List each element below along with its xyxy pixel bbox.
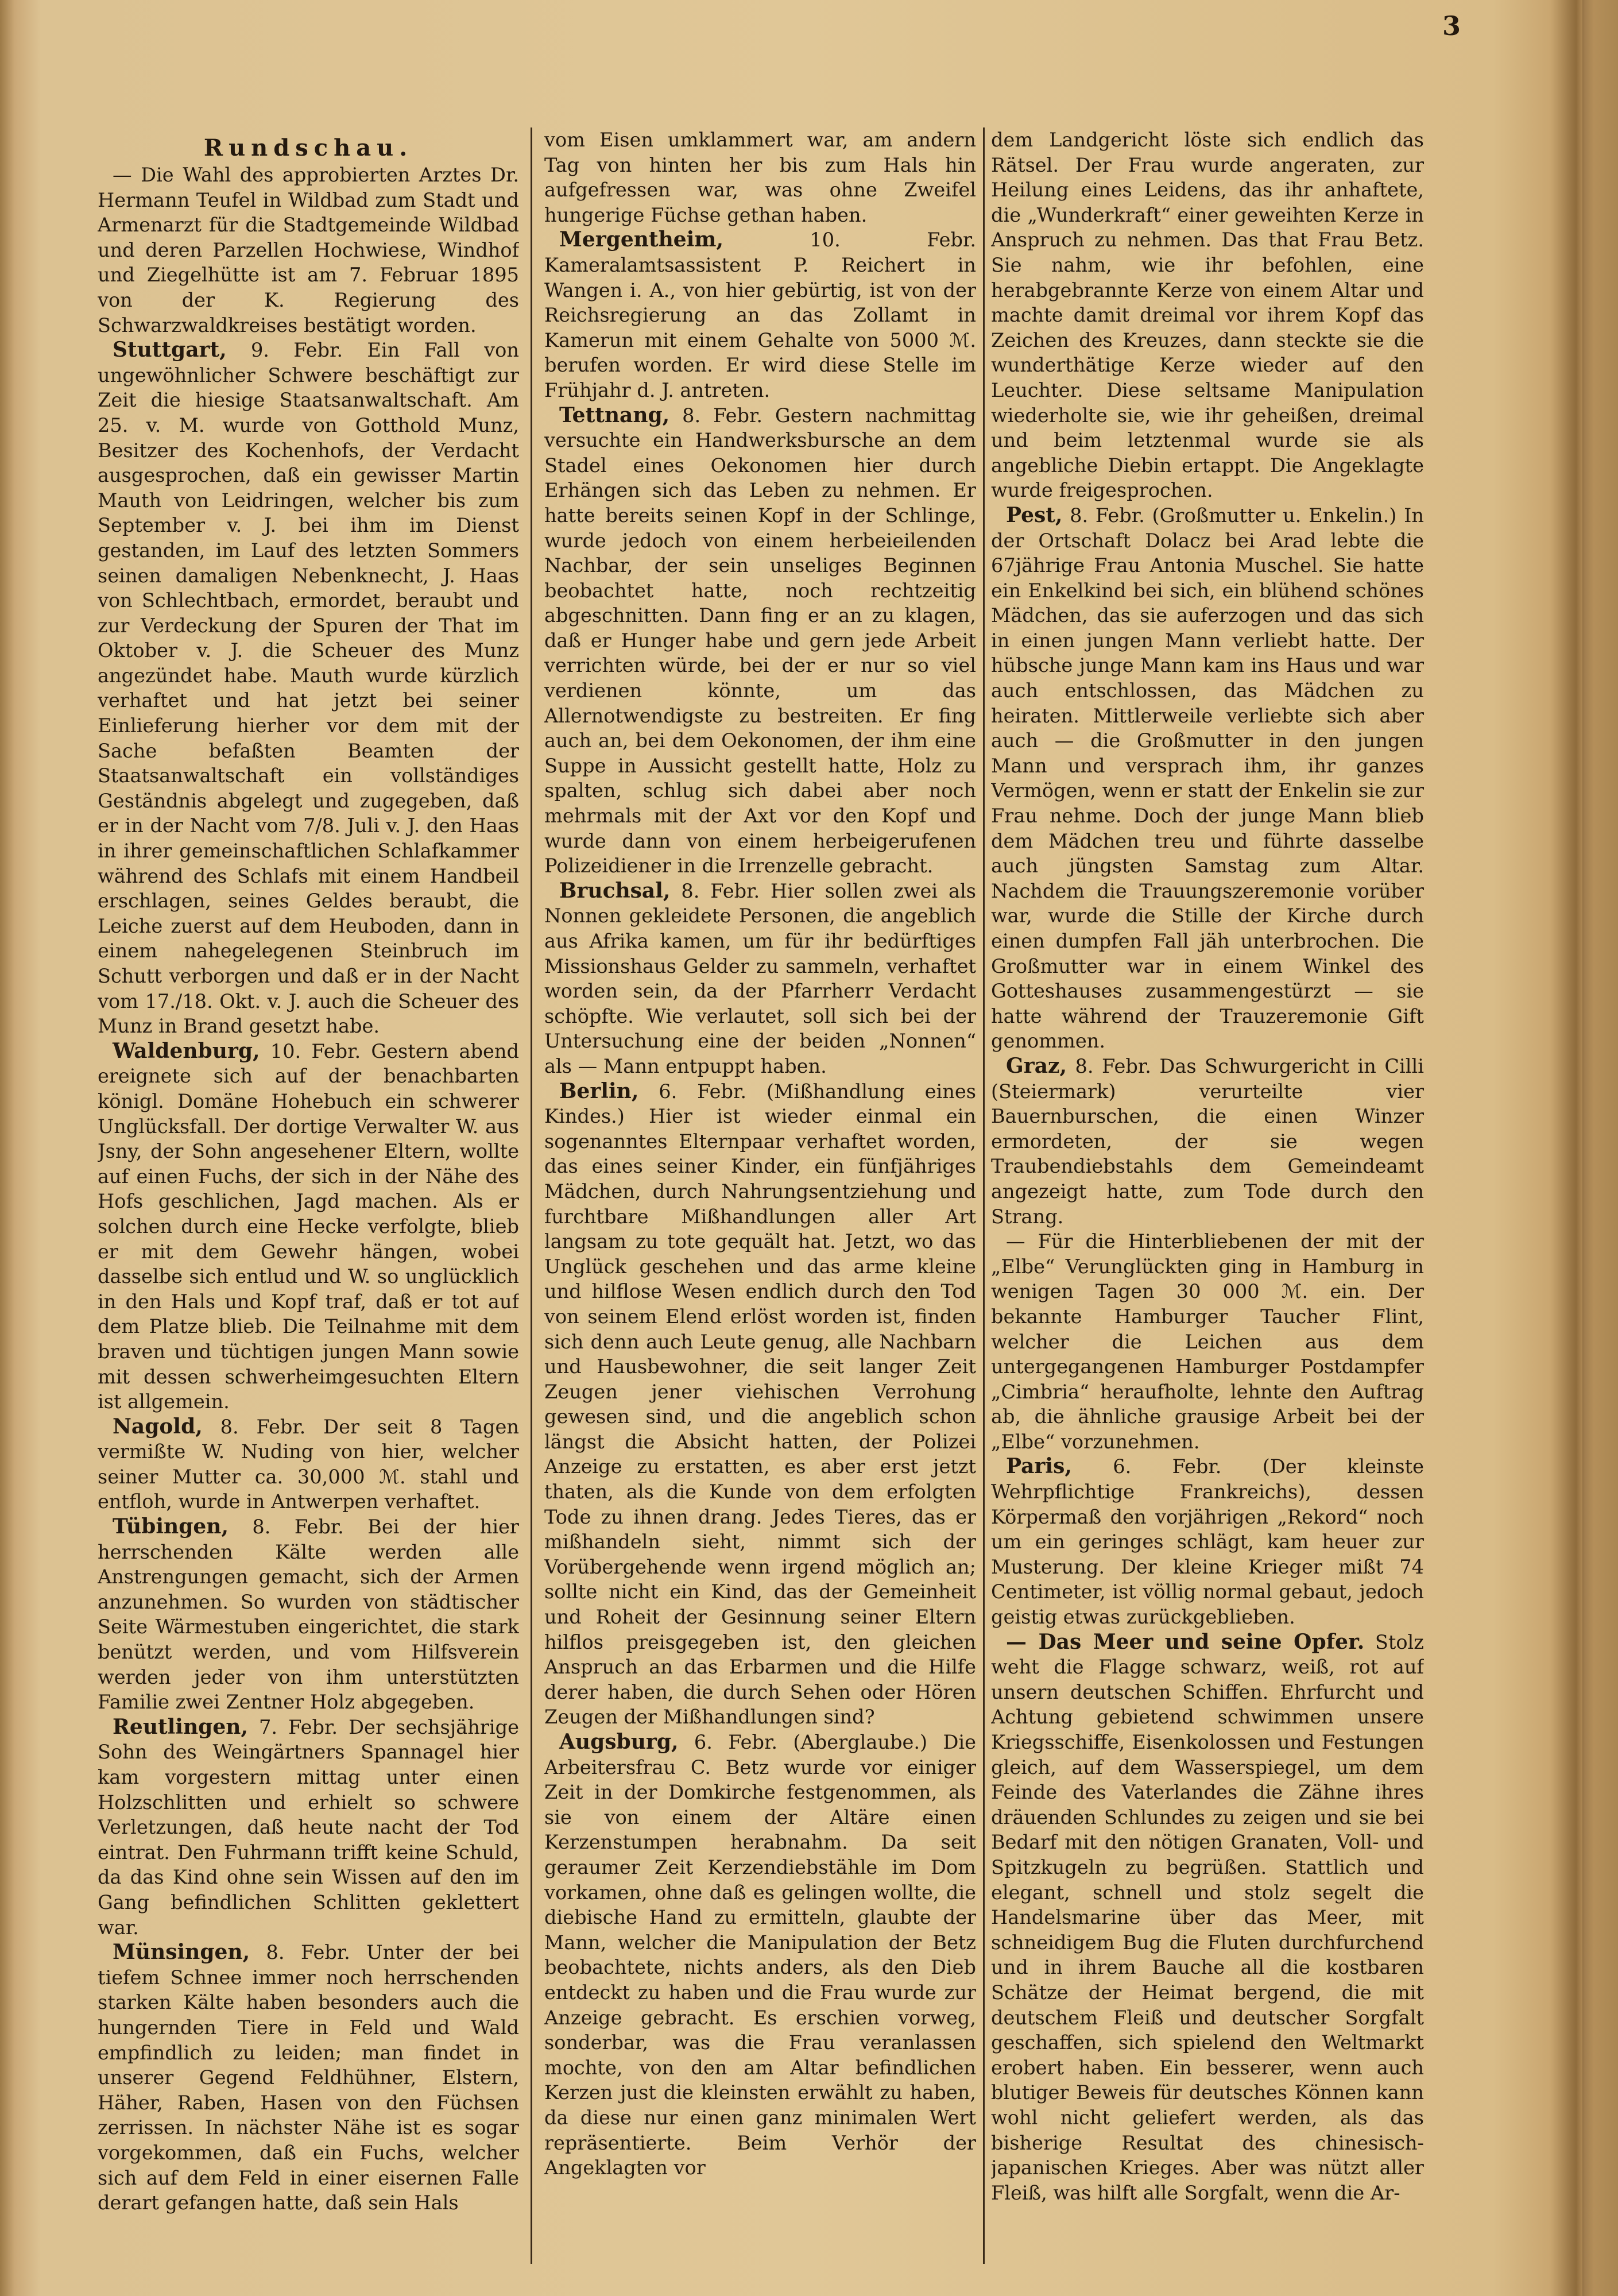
article-text: 8. Febr. (Großmutter u. Enkelin.) In der Ortschaft Dolacz bei Arad lebte die 67jährige Frau Antonia Muschel. Sie hatte ein Enkelkind bei sich, ein blühend schönes Mädchen, das sie auferzogen und das sich in einen jungen Mann verliebt hatte. Der hübsche junge Mann kam ins Haus und war auch entschlossen, das Mädchen zu heiraten. Mittlerweile verliebte sich aber auch — die Großmutter in den jungen Mann und versprach ihm, ihr ganzes Vermögen, wenn er statt der Enkelin sie zur Frau nehme. Doch der junge Mann blieb dem Mädchen treu und führte dasselbe auch jüngsten Samstag zum Altar. Nachdem die Trauungszeremonie vorüber war, wurde die Stille der Kirche durch einen dumpfen Fall jäh unterbrochen. Die Großmutter war in einem Winkel des Gotteshauses zusammengestürzt — sie hatte während der Trauzeremonie Gift genommen. [991, 504, 1424, 1053]
article-place: Berlin, [559, 1079, 639, 1103]
article [991, 1630, 1424, 2206]
article-text: 8. Febr. Der seit 8 Tagen vermißte W. Nuding von hier, welcher seiner Mutter ca. 30,000 ℳ. stahl und entfloh, wurde in Antwerpen verhaftet. [98, 1415, 519, 1513]
article-place: Nagold, [113, 1414, 203, 1439]
article [98, 1414, 519, 1514]
article [98, 163, 519, 338]
article-text: 8. Febr. Unter der bei tiefem Schnee immer noch herrschenden starken Kälte haben besonders auch die hungernden Tiere in Feld und Wald empfindlich zu leiden; man findet in unserer Gegend Feldhühner, Elstern, Häher, Raben, Hasen von den Füchsen zerrissen. In nächster Nähe ist es sogar vorgekommen, daß ein Fuchs, welcher sich auf dem Feld in einer eisernen Falle derart gefangen hatte, daß sein Hals [98, 1941, 519, 2214]
article-continuation [991, 127, 1424, 503]
article [991, 503, 1424, 1054]
article-text: 6. Febr. (Der kleinste Wehrpflichtige Frankreichs), dessen Körpermaß den vorjährigen „Rekord“ noch um ein geringes schlägt, kam heuer zur Musterung. Der kleine Krieger mißt 74 Centimeter, ist völlig normal gebaut, jedoch geistig etwas zurückgeblieben. [991, 1455, 1424, 1629]
article-text: 7. Febr. Der sechsjährige Sohn des Weingärtners Spannagel hier kam vorgestern mittag unter einen Holzschlitten und erhielt so schwere Verletzungen, daß heute nacht der Tod eintrat. Den Fuhrmann trifft keine Schuld, da das Kind ohne sein Wissen auf den im Gang befindlichen Schlitten geklettert war. [98, 1715, 519, 1939]
article-text: 6. Febr. (Mißhandlung eines Kindes.) Hier ist wieder einmal ein sogenanntes Elternpaar verhaftet worden, das eines seiner Kinder, ein fünfjähriges Mädchen, durch Nahrungsentziehung und furchtbare Mißhandlungen aller Art langsam zu tote gequält hat. Jetzt, wo das Unglück geschehen und das arme kleine und hilflose Wesen endlich durch den Tod von seinem Elend erlöst worden ist, finden sich denn auch Leute genug, alle Nachbarn und Hausbewohner, die seit langer Zeit Zeugen jener viehischen Verrohung gewesen sind, und die angeblich schon längst die Absicht hatten, der Polizei Anzeige zu erstatten, es aber erst jetzt thaten, als die Kunde von dem erfolgten Tode zu ihnen drang. Jedes Tieres, das er mißhandeln sieht, nimmt sich der Vorübergehende wenn irgend möglich an; sollte nicht ein Kind, das der Gemeinheit und Roheit der Gesinnung seiner Eltern hilflos preisgegeben ist, den gleichen Anspruch an das Erbarmen und die Hilfe derer haben, die durch Sehen oder Hören Zeugen der Mißhandlungen sind? [544, 1080, 976, 1729]
page-number: 3 [1442, 10, 1461, 41]
column-divider [983, 127, 985, 2264]
article-text: 6. Febr. (Aberglaube.) Die Arbeitersfrau C. Betz wurde vor einiger Zeit in der Domkirche festgenommen, als sie von einem der Altäre einen Kerzenstumpen herabnahm. Da seit geraumer Zeit Kerzendiebstähle im Dom vorkamen, ohne daß es gelingen wollte, die diebische Hand zu ermitteln, glaubte der Mann, welcher die Manipulation der Betz beobachtete, nichts anders, als den Dieb entdeckt zu haben und die Frau wurde zur Anzeige gebracht. Es erschien vorweg, sonderbar, was die Frau veranlassen mochte, von den am Altar befindlichen Kerzen just die kleinsten erwählt zu haben, da diese nur einen ganz minimalen Wert repräsentierte. Beim Verhör der Angeklagten vor [544, 1731, 976, 2179]
article-text: — Die Wahl des approbierten Arztes Dr. Hermann Teufel in Wildbad zum Stadt und Armenarzt für die Stadtgemeinde Wildbad und deren Parzellen Hochwiese, Windhof und Ziegelhütte ist am 7. Februar 1895 von der K. Regierung des Schwarzwaldkreises bestätigt worden. [98, 164, 519, 337]
article-place: Graz, [1006, 1053, 1067, 1078]
article [544, 879, 976, 1079]
article-place: Mergentheim, [559, 227, 723, 252]
article-text: 8. Febr. Gestern nachmittag versuchte ein Handwerksbursche an dem Stadel eines Oekonomen hier durch Erhängen sich das Leben zu nehmen. Er hatte bereits seinen Kopf in der Schlinge, wurde jedoch von einem herbeieilenden Nachbar, der sein unseliges Beginnen beobachtet hatte, noch rechtzeitig abgeschnitten. Dann fing er an zu klagen, daß er Hunger habe und gern jede Arbeit verrichten würde, bei der er nur so viel verdienen könnte, um das Allernotwendigste zu bestreiten. Er fing auch an, bei dem Oekonomen, der ihm eine Suppe in Aussicht gestellt hatte, Holz zu spalten, schlug sich dabei aber noch mehrmals mit der Axt vor den Kopf und wurde dann von einem herbeigerufenen Polizeidiener in die Irrenzelle gebracht. [544, 404, 976, 878]
article [98, 338, 519, 1039]
article-text: 8. Febr. Bei der hier herrschenden Kälte werden alle Anstrengungen gemacht, sich der Armen anzunehmen. So wurden von städtischer Seite Wärmestuben eingerichtet, die stark benützt werden, und vom Hilfsverein werden jeder von ihm unterstützten Familie zwei Zentner Holz abgegeben. [98, 1516, 519, 1714]
article-place: Waldenburg, [113, 1038, 260, 1063]
section-heading: Rundschau. [203, 135, 413, 161]
article-text: Stolz weht die Flagge schwarz, weiß, rot auf unsern deutschen Schiffen. Ehrfurcht und Achtung gebietend schwimmen unsere Kriegsschiffe, Eisenkolossen und Festungen gleich, auf dem Wasserspiegel, um dem Feinde des Vaterlandes die Zähne ihres dräuenden Schlundes zu zeigen und sie bei Bedarf mit den nötigen Granaten, Voll- und Spitzkugeln zu begrüßen. Stattlich und elegant, schnell und stolz segelt die Handelsmarine über das Meer, mit schneidigem Bug die Fluten durchfurchend und in ihrem Bauche all die kostbaren Schätze der Heimat bergend, die mit deutschem Fleiß und deutscher Sorgfalt geschaffen, sich spielend den Weltmarkt erobert haben. Ein besserer, wenn auch blutiger Beweis für deutsches Können kann wohl nicht geliefert werden, als das bisherige Resultat des chinesisch-japanischen Krieges. Aber was nützt aller Fleiß, was hilft alle Sorgfalt, wenn die Ar- [991, 1630, 1424, 2204]
article-text: dem Landgericht löste sich endlich das Rätsel. Der Frau wurde angeraten, zur Heilung eines Leidens, das ihr anhaftete, die „Wunderkraft“ einer geweihten Kerze in Anspruch zu nehmen. Das that Frau Betz. Sie nahm, wie ihr befohlen, eine herabgebrannte Kerze von einem Altar und machte damit dreimal vor ihrem Kopf das Zeichen des Kreuzes, dann steckte sie die wunderthätige Kerze wieder auf den Leuchter. Diese seltsame Manipulation wiederholte sie, wie ihr geheißen, dreimal und beim letztenmal wurde sie als angebliche Diebin ertappt. Die Angeklagte wurde freigesprochen. [991, 129, 1424, 502]
article-continuation [544, 127, 976, 227]
article-place: — Das Meer und seine Opfer. [1006, 1629, 1365, 1654]
column-2 [544, 127, 976, 2264]
article-place: Münsingen, [113, 1940, 250, 1965]
column-1 [98, 135, 519, 2266]
article [544, 403, 976, 879]
article [991, 1054, 1424, 1229]
article-place: Paris, [1006, 1454, 1072, 1479]
article-place: Tettnang, [559, 403, 670, 427]
article [544, 1730, 976, 2181]
article-text: 10. Febr. Gestern abend ereignete sich auf der benachbarten königl. Domäne Hohebuch ein schwerer Unglücksfall. Der dortige Verwalter W. aus Jsny, der Sohn angesehener Eltern, wollte auf einen Fuchs, der sich in der Nähe des Hofs geschlichen, Jagd machen. Als er solchen durch eine Hecke verfolgte, blieb er mit dem Gewehr hängen, wobei dasselbe sich entlud und W. so unglücklich in den Hals und Kopf traf, daß er tot auf dem Platze blieb. Die Teilnahme mit dem braven und tüchtigen jungen Mann sowie mit dessen schwerheimgesuchten Eltern ist allgemein. [98, 1039, 519, 1413]
column-divider [531, 127, 532, 2264]
article [98, 1039, 519, 1414]
article [991, 1454, 1424, 1629]
column-3 [991, 127, 1424, 2264]
article-text: 8. Febr. Hier sollen zwei als Nonnen gekleidete Personen, die angeblich aus Afrika kamen, um für ihr bedürftiges Missionshaus Gelder zu sammeln, verhaftet worden sein, da der Pfarrherr Verdacht schöpfte. Wie verlautet, soll sich bei der Untersuchung eine der beiden „Nonnen“ als — Mann entpuppt haben. [544, 879, 976, 1077]
article [544, 227, 976, 403]
article-place: Tübingen, [113, 1514, 229, 1539]
article-place: Stuttgart, [113, 338, 227, 362]
article [991, 1229, 1424, 1454]
article-text: 9. Febr. Ein Fall von ungewöhnlicher Schwere beschäftigt zur Zeit die hiesige Staatsanwaltschaft. Am 25. v. M. wurde von Gotthold Munz, Besitzer des Kochenhofs, der Verdacht ausgesprochen, daß ein gewisser Martin Mauth von Leidringen, welcher bis zum September v. J. bei ihm im Dienst gestanden, im Lauf des letzten Sommers seinen damaligen Nebenknecht, J. Haas von Schlechtbach, ermordet, beraubt und zur Verdeckung der Spuren der That im Oktober v. J. die Scheuer des Munz angezündet habe. Mauth wurde kürzlich verhaftet und hat jetzt bei seiner Einlieferung hierher vor dem mit der Sache befaßten Beamten der Staatsanwaltschaft ein vollständiges Geständnis abgelegt und zugegeben, daß er in der Nacht vom 7/8. Juli v. J. den Haas in ihrer gemeinschaftlichen Schlafkammer während des Schlafs mit einem Handbeil erschlagen, seines Geldes beraubt, die Leiche zuerst auf dem Heuboden, dann in einem nahegelegenen Steinbruch im Schutt verborgen und daß er in der Nacht vom 17./18. Okt. v. J. auch die Scheuer des Munz in Brand gesetzt habe. [98, 339, 519, 1038]
article [98, 1940, 519, 2216]
article-text: 10. Febr. Kameralamtsassistent P. Reichert in Wangen i. A., von hier gebürtig, ist von der Reichsregierung an das Zollamt in Kamerun mit einem Gehalte von 5000 ℳ. berufen worden. Er wird diese Stelle im Frühjahr d. J. antreten. [544, 229, 976, 401]
article [544, 1079, 976, 1730]
article-text: vom Eisen umklammert war, am andern Tag von hinten her bis zum Hals hin aufgefressen war, was ohne Zweifel hungerige Füchse gethan haben. [544, 129, 976, 226]
article-text: 8. Febr. Das Schwurgericht in Cilli (Steiermark) verurteilte vier Bauernburschen, die einen Winzer ermordeten, der sie wegen Traubendiebstahls dem Gemeindeamt angezeigt hatte, zum Tode durch den Strang. [991, 1054, 1424, 1228]
article-place: Reutlingen, [113, 1714, 248, 1739]
article [98, 1514, 519, 1715]
article [98, 1715, 519, 1940]
article-place: Pest, [1006, 503, 1063, 527]
article-place: Augsburg, [559, 1730, 679, 1754]
article-text: — Für die Hinterbliebenen der mit der „Elbe“ Verunglückten ging in Hamburg in wenigen Tagen 30 000 ℳ. ein. Der bekannte Hamburger Taucher Flint, welcher die Leichen aus dem untergegangenen Hamburger Postdampfer „Cimbria“ heraufholte, lehnte den Auftrag ab, die ähnliche grausige Arbeit bei der „Elbe“ vorzunehmen. [991, 1230, 1424, 1453]
article-place: Bruchsal, [559, 878, 671, 903]
